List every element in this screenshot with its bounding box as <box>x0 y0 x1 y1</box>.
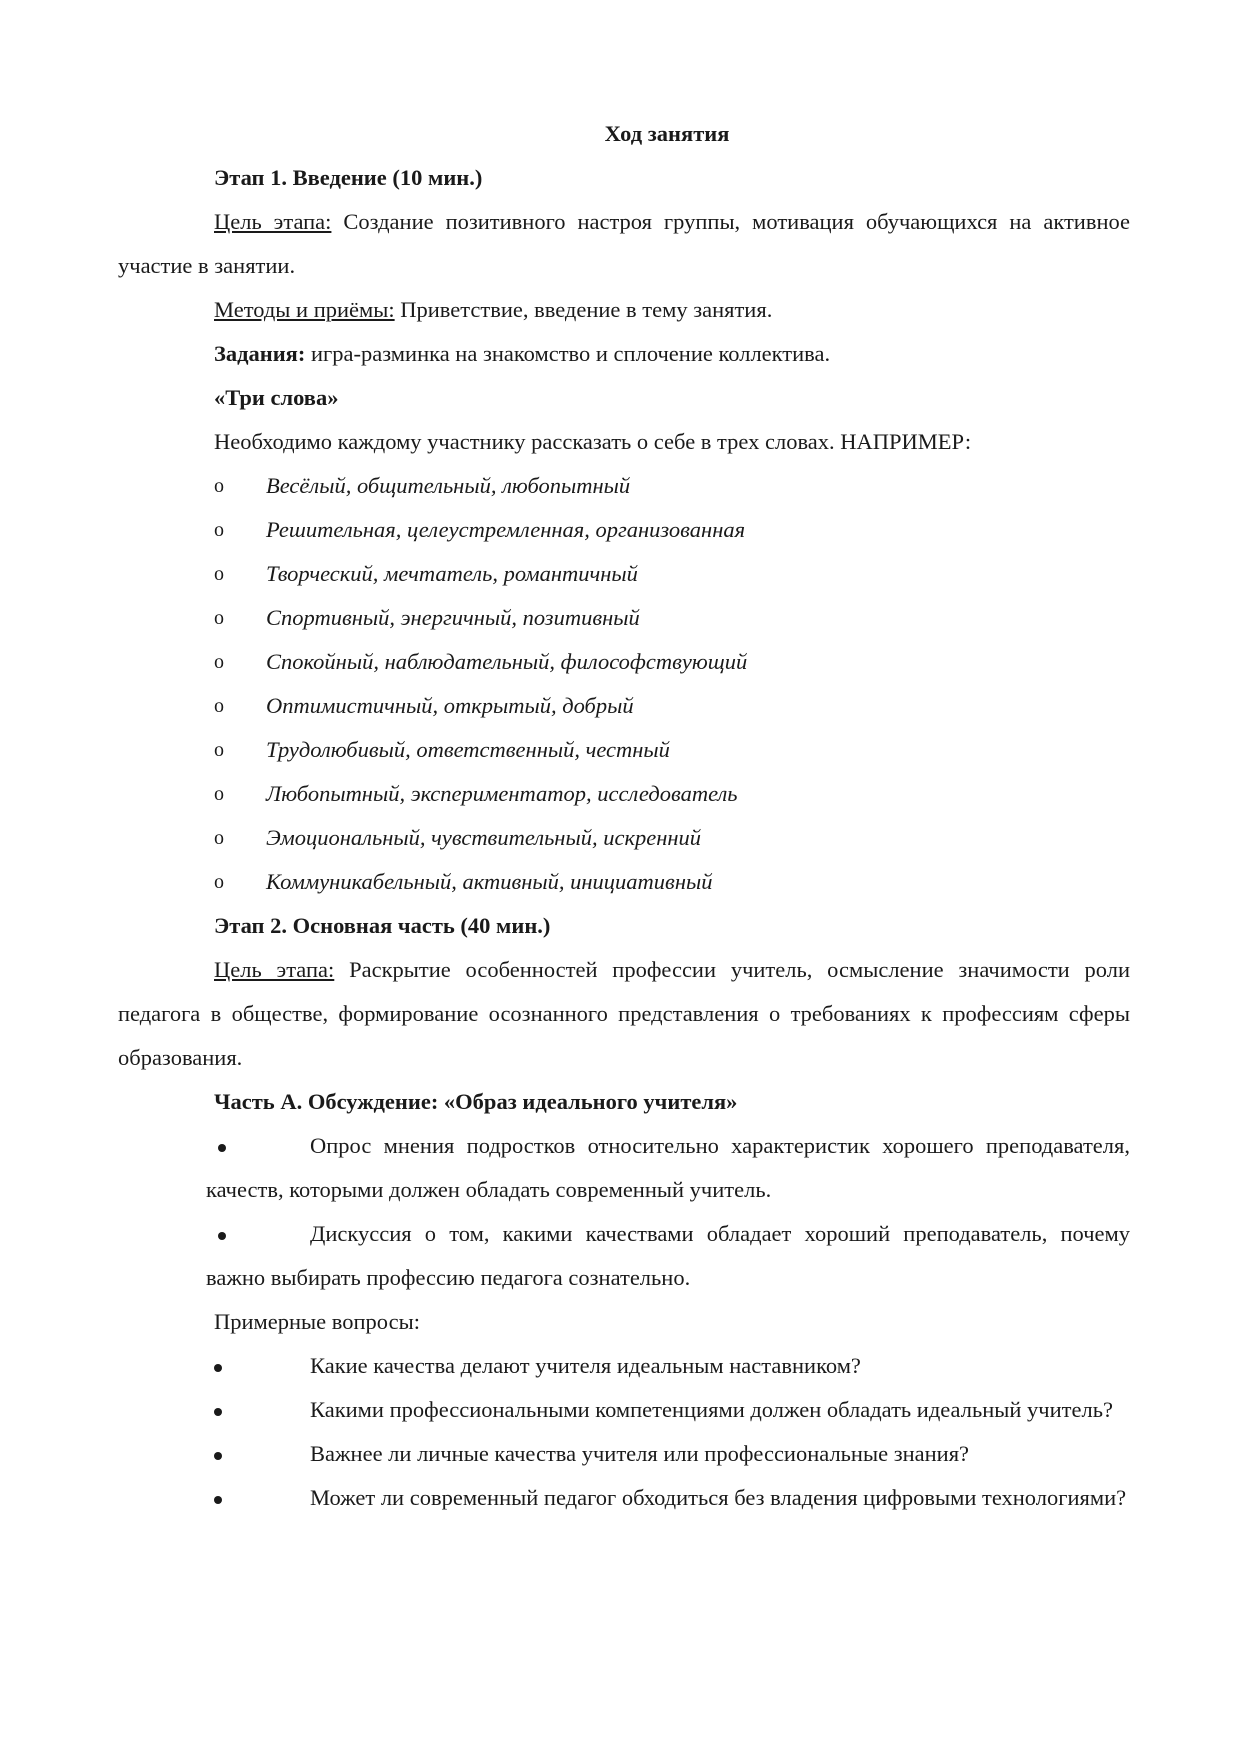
game-title: «Три слова» <box>214 385 339 410</box>
list-item <box>118 508 1130 552</box>
list-item <box>118 728 1130 772</box>
document-title: Ход занятия <box>604 121 730 146</box>
examples-list <box>118 464 1130 904</box>
example-text: Эмоциональный, чувствительный, искренний <box>266 825 702 850</box>
stage1-methods-text: Приветствие, введение в тему занятия. <box>394 297 773 322</box>
example-text: Оптимистичный, открытый, добрый <box>266 693 634 718</box>
partA-item-text: Опрос мнения подростков относительно характеристик хорошего преподавателя, качеств, которыми должен обладать современный учитель. <box>206 1133 1130 1202</box>
circle-bullet-icon: o <box>214 739 224 761</box>
stage1-methods-label: Методы и приёмы: <box>214 297 395 322</box>
circle-bullet-icon: o <box>214 607 224 629</box>
circle-bullet-icon: o <box>214 783 224 805</box>
example-text: Спокойный, наблюдательный, философствующий <box>266 649 748 674</box>
list-item <box>118 684 1130 728</box>
bullet-icon <box>218 1212 226 1256</box>
bullet-icon <box>214 1344 222 1388</box>
questions-label: Примерные вопросы: <box>214 1309 420 1334</box>
circle-bullet-icon: o <box>214 871 224 893</box>
example-text: Весёлый, общительный, любопытный <box>266 473 631 498</box>
circle-bullet-icon: o <box>214 475 224 497</box>
list-item <box>118 464 1130 508</box>
list-item <box>118 860 1130 904</box>
example-text: Творческий, мечтатель, романтичный <box>266 561 638 586</box>
example-text: Коммуникабельный, активный, инициативный <box>266 869 713 894</box>
list-item <box>118 1124 1130 1212</box>
example-text: Любопытный, экспериментатор, исследователь <box>266 781 738 806</box>
document-content <box>118 112 1130 1520</box>
game-instruction: Необходимо каждому участнику рассказать о себе в трех словах. НАПРИМЕР: <box>214 429 972 454</box>
bullet-icon <box>214 1476 222 1520</box>
circle-bullet-icon: o <box>214 563 224 585</box>
question-text: Важнее ли личные качества учителя или профессиональные знания? <box>310 1441 970 1466</box>
list-item <box>118 596 1130 640</box>
question-text: Может ли современный педагог обходиться без владения цифровыми технологиями? <box>310 1485 1127 1510</box>
partA-heading: Часть А. Обсуждение: «Образ идеального учителя» <box>214 1089 738 1114</box>
partA-item-text: Дискуссия о том, какими качествами обладает хороший преподаватель, почему важно выбирать профессию педагога сознательно. <box>206 1221 1130 1290</box>
question-text: Какими профессиональными компетенциями должен обладать идеальный учитель? <box>310 1397 1113 1422</box>
example-text: Спортивный, энергичный, позитивный <box>266 605 640 630</box>
bullet-icon <box>218 1124 226 1168</box>
circle-bullet-icon: o <box>214 827 224 849</box>
bullet-icon <box>214 1432 222 1476</box>
list-item <box>118 1344 1130 1388</box>
circle-bullet-icon: o <box>214 519 224 541</box>
circle-bullet-icon: o <box>214 651 224 673</box>
stage1-goal <box>118 200 1130 288</box>
stage1-heading: Этап 1. Введение (10 мин.) <box>214 165 483 190</box>
partA-list <box>118 1124 1130 1300</box>
list-item <box>118 552 1130 596</box>
list-item <box>118 816 1130 860</box>
stage1-goal-text: Создание позитивного настроя группы, мотивация обучающихся на активное участие в занятии. <box>118 209 1131 278</box>
list-item <box>118 640 1130 684</box>
stage1-methods <box>118 288 1130 332</box>
list-item <box>118 1432 1130 1476</box>
stage1-tasks-label: Задания: <box>214 341 306 366</box>
stage2-goal-text: Раскрытие особенностей профессии учитель, осмысление значимости роли педагога в обществе, формирование осознанного представления о требованиях к профессиям сферы образования. <box>118 957 1130 1070</box>
stage1-tasks-text: игра-разминка на знакомство и сплочение коллектива. <box>305 341 831 366</box>
bullet-icon <box>214 1388 222 1432</box>
list-item <box>118 1388 1130 1432</box>
stage2-goal-label: Цель этапа: <box>214 957 335 982</box>
questions-list <box>118 1344 1130 1520</box>
example-text: Трудолюбивый, ответственный, честный <box>266 737 670 762</box>
stage2-goal <box>118 948 1130 1080</box>
list-item <box>118 1212 1130 1300</box>
stage1-goal-label: Цель этапа: <box>214 209 332 234</box>
question-text: Какие качества делают учителя идеальным наставником? <box>310 1353 861 1378</box>
stage2-heading: Этап 2. Основная часть (40 мин.) <box>214 913 551 938</box>
example-text: Решительная, целеустремленная, организованная <box>266 517 746 542</box>
list-item <box>118 1476 1130 1520</box>
stage1-tasks <box>118 332 1130 376</box>
list-item <box>118 772 1130 816</box>
circle-bullet-icon: o <box>214 695 224 717</box>
